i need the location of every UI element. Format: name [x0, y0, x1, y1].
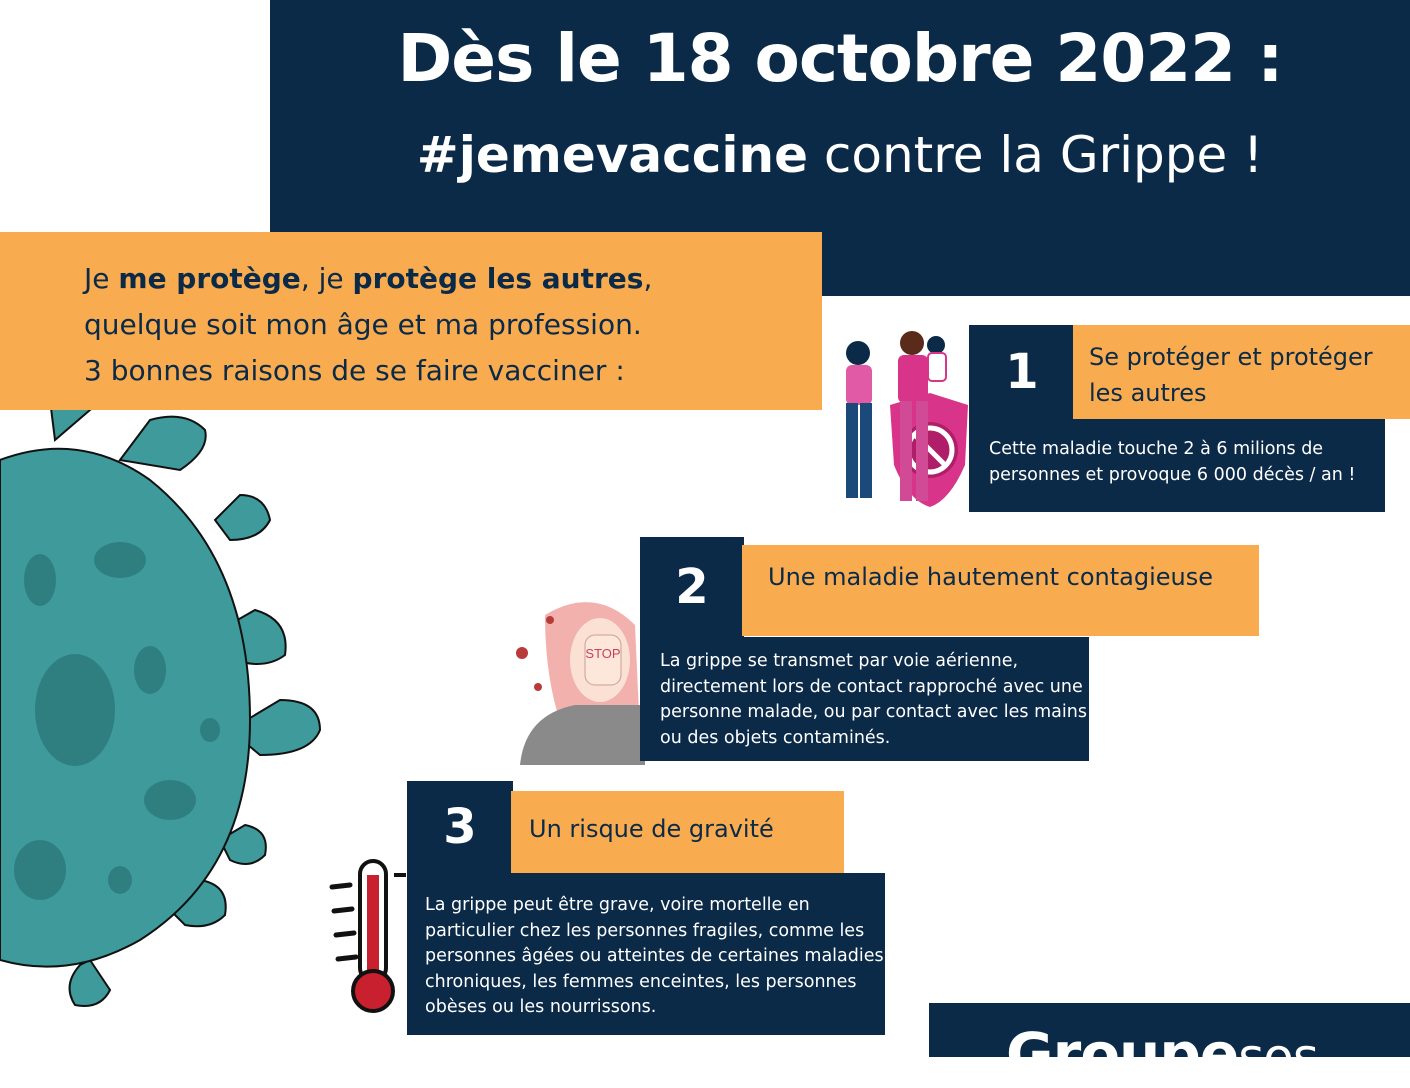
intro-bold-part: protège les autres [352, 262, 644, 295]
reason-2-number: 2 [640, 537, 744, 637]
family-shield-illustration [830, 325, 970, 515]
thermometer-icon [328, 855, 410, 1015]
reason-1-title: Se protéger et protéger les autres [1073, 325, 1410, 419]
logo-main-text: Groupe [1006, 1020, 1239, 1088]
reason-3-number: 3 [407, 781, 513, 873]
virus-icon [0, 400, 330, 1020]
intro-bold-part: me protège [118, 262, 301, 295]
reason-2-title: Une maladie hautement contagieuse [742, 545, 1259, 636]
intro-line-1 [84, 256, 804, 302]
reason-2-description: La grippe se transmet par voie aérienne, directement lors de contact rapproché avec une personne malade, ou par contact avec les mains ou des objets contaminés. [640, 637, 1089, 761]
intro-line-3: 3 bonnes raisons de se faire vacciner : [84, 354, 625, 387]
intro-text-part: Je [84, 262, 119, 295]
hashtag: #jemevaccine [416, 126, 809, 184]
reason-3-description: La grippe peut être grave, voire mortelle en particulier chez les personnes fragiles, comme les personnes âgées ou atteintes de certaines maladies chroniques, les femmes enceintes, les personnes obèses ou les nourrissons. [407, 873, 885, 1035]
intro-text-part: , je [300, 262, 353, 295]
logo-suffix-text: sos [1238, 1028, 1318, 1086]
stop-text: STOP [585, 646, 621, 661]
intro-line-2: quelque soit mon âge et ma profession. [84, 308, 642, 341]
page-subtitle [270, 126, 1410, 184]
reason-1-number: 1 [969, 325, 1075, 419]
intro-text [84, 256, 804, 394]
subtitle-rest: contre la Grippe ! [808, 126, 1264, 184]
stop-hand-illustration [505, 595, 645, 765]
groupe-sos-logo [1006, 1020, 1318, 1088]
reason-1-description: Cette maladie touche 2 à 6 milions de personnes et provoque 6 000 décès / an ! [969, 419, 1385, 512]
reason-3-title: Un risque de gravité [511, 791, 844, 873]
page-title: Dès le 18 octobre 2022 : [397, 20, 1283, 97]
intro-text-part: , [643, 262, 653, 295]
